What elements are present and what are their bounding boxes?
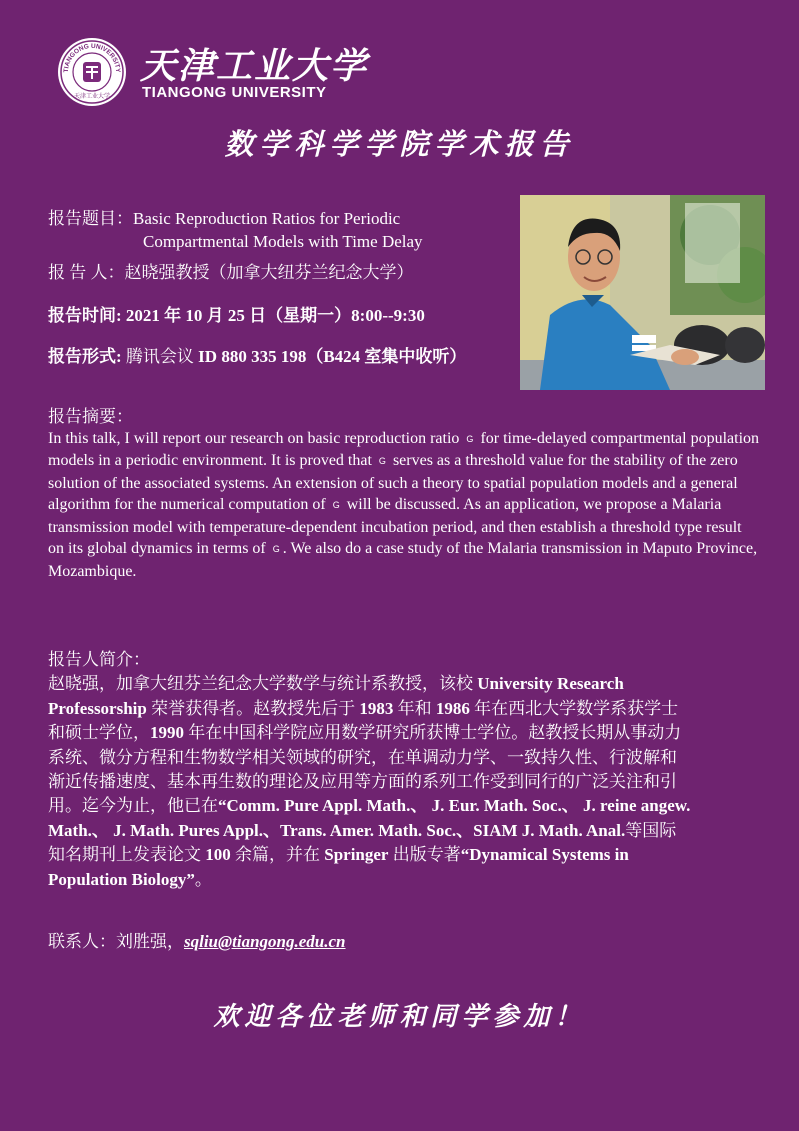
time-row	[48, 305, 425, 327]
time-label: 报告时间:	[48, 306, 126, 325]
bio-line: 渐近传播速度、基本再生数的理论及应用等方面的系列工作受到同行的广泛关注和引	[48, 772, 677, 792]
format-meeting-id: ID 880 335 198（B424 室集中收听）	[198, 347, 467, 366]
abstract-text: In this talk, I will report our research on basic reproduction ratio G for time-delayed compartmental population models in a periodic environment. It is proved that G serves as a threshold value for the stability of the zero solution of the associated systems. An extension of such a theory to spatial population models and a general algorithm for the numerical computation of G will be discussed. As an application, we propose a Malaria transmission model with temperature-dependent incubation period, and then establish a threshold type result on its global dynamics in terms of G . We also do a case study of the Malaria transmission in Maputo Province, Mozambique.	[48, 429, 760, 580]
bio-line: Professorship 荣誉获得者。赵教授先后于 1983 年和 1986 年在西北大学数学系获学士	[48, 698, 679, 718]
bio-line: Population Biology”。	[48, 869, 212, 889]
symbol-g-4: G	[272, 544, 280, 554]
bio-line: Math.、 J. Math. Pures Appl.、Trans. Amer. Math. Soc.、SIAM J. Math. Anal.等国际	[48, 820, 677, 840]
bio-line: 系统、微分方程和生物数学相关领域的研究，在单调动力学、一致持久性、行波解和	[48, 747, 677, 767]
speaker-label: 报 告 人：	[48, 263, 125, 282]
abstract-heading: 报告摘要：	[48, 407, 133, 426]
bio-line: 赵晓强，加拿大纽芬兰纪念大学数学与统计系教授，该校 University Research	[48, 674, 624, 694]
topic-line-1: Basic Reproduction Ratios for Periodic	[133, 209, 401, 228]
time-value: 2021 年 10 月 25 日（星期一）8:00--9:30	[125, 306, 425, 325]
speaker-name: 赵晓强教授（加拿大纽芬兰纪念大学）	[124, 263, 414, 282]
svg-text:天津工业大学: 天津工业大学	[73, 93, 111, 100]
format-platform: 腾讯会议	[125, 347, 199, 366]
biography-section	[48, 648, 760, 892]
speaker-photo	[520, 195, 765, 390]
symbol-g-1: G	[466, 433, 474, 444]
welcome-message: 欢迎各位老师和同学参加！	[213, 1002, 586, 1031]
bio-line: 知名期刊上发表论文 100 余篇，并在 Springer 出版专著“Dynamical Systems in	[48, 845, 629, 865]
bio-line: 和硕士学位，1990 年在中国科学院应用数学研究所获博士学位。赵教授长期从事动力	[48, 723, 682, 743]
bio-line: 用。迄今为止，他已在“Comm. Pure Appl. Math.、 J. Eur. Math. Soc.、 J. reine angew.	[48, 796, 691, 816]
contact-email-link[interactable]: sqliu@tiangong.edu.cn	[184, 932, 346, 951]
topic-row	[48, 208, 400, 230]
symbol-g-3: G	[332, 500, 340, 510]
page-title: 数学科学学院学术报告	[224, 129, 575, 161]
contact-label: 联系人：刘胜强，	[48, 932, 184, 951]
university-name-chinese: 天津工业大学	[140, 46, 369, 86]
topic-label: 报告题目：	[48, 209, 133, 228]
topic-line-2: Compartmental Models with Time Delay	[143, 232, 423, 251]
svg-text:TIANGONG UNIVERSITY: TIANGONG UNIVERSITY	[62, 42, 122, 73]
university-name-english: TIANGONG UNIVERSITY	[142, 84, 327, 101]
biography-heading: 报告人简介：	[48, 650, 150, 669]
symbol-g-2: G	[378, 456, 386, 466]
format-label: 报告形式:	[48, 347, 126, 366]
contact-row	[48, 927, 346, 952]
speaker-row	[48, 262, 414, 284]
format-row	[48, 346, 466, 368]
university-seal-logo	[56, 36, 128, 108]
abstract-section	[48, 406, 760, 582]
